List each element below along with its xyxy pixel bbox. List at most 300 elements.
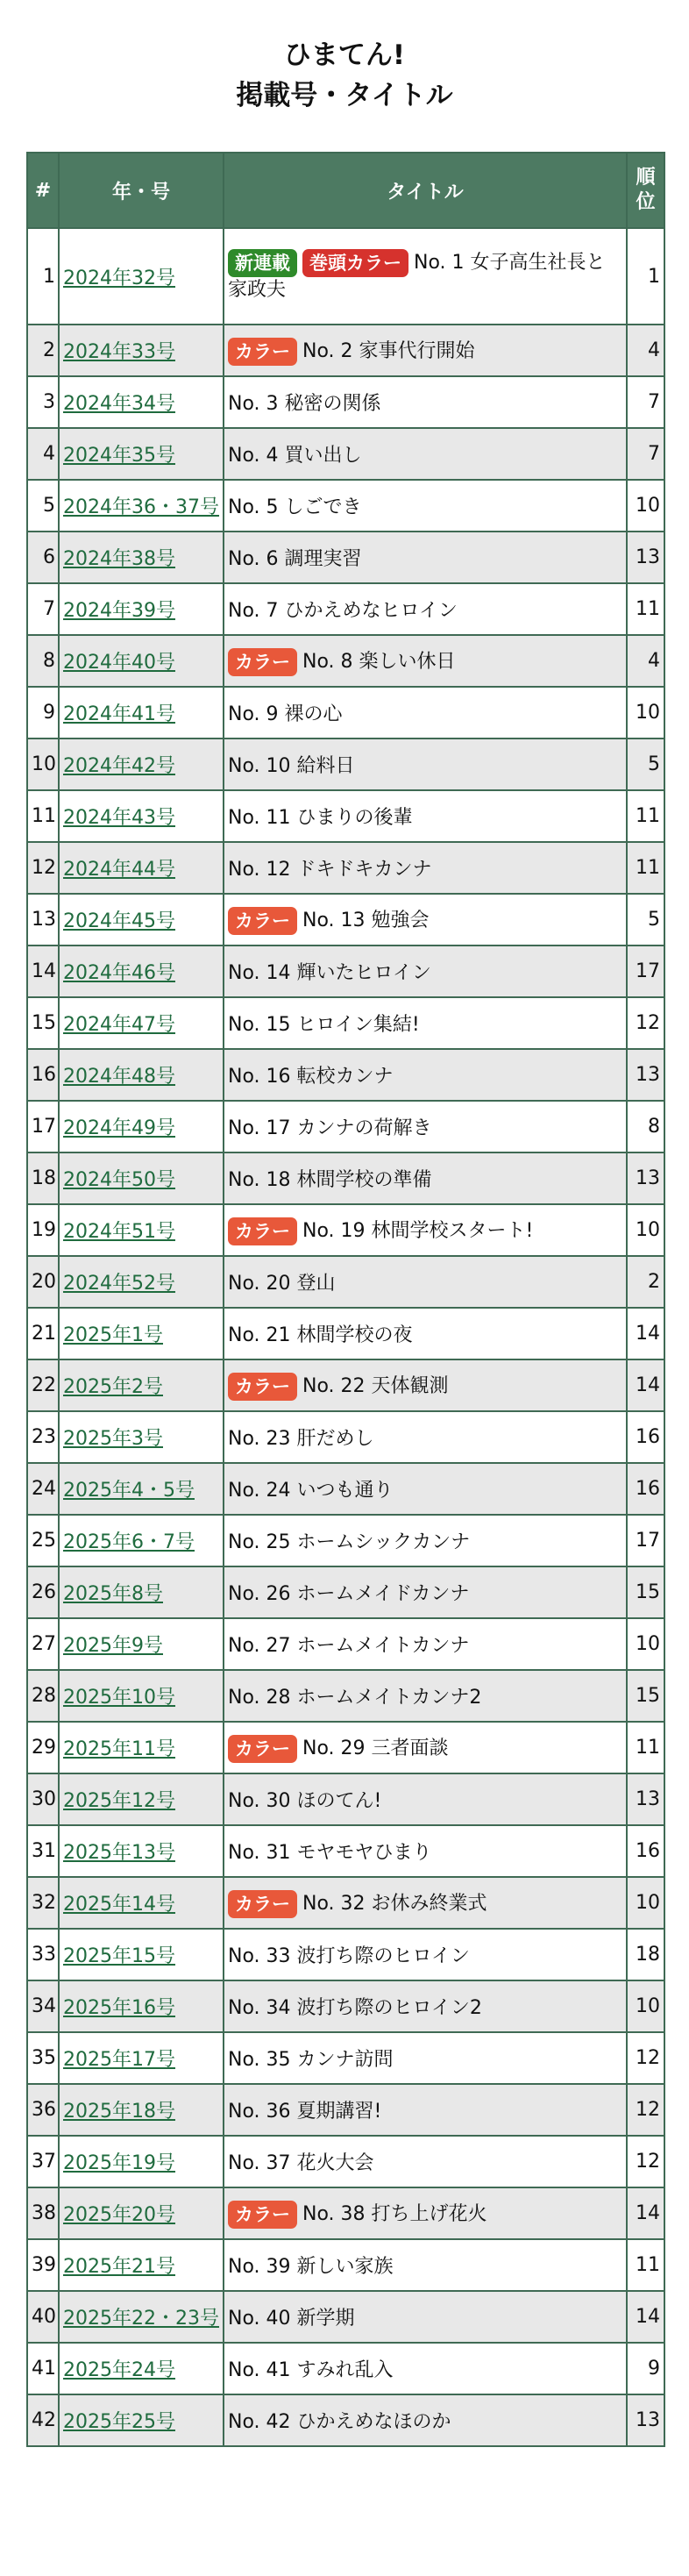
row-number: 10 <box>27 739 59 790</box>
table-row <box>27 2032 664 2084</box>
chapter-title: No. 2 家事代行開始 <box>302 339 475 362</box>
chapter-title: No. 1 女子高生社長と家政夫 <box>228 252 606 301</box>
chapter-title: No. 41 すみれ乱入 <box>228 2359 394 2381</box>
issue-cell <box>59 1049 224 1101</box>
rank-cell: 15 <box>627 1566 664 1618</box>
title-cell <box>224 1101 627 1152</box>
table-row <box>27 2343 664 2394</box>
title-cell <box>224 325 627 376</box>
table-row <box>27 1411 664 1463</box>
issue-link[interactable]: 2025年1号 <box>63 1324 163 1346</box>
rank-cell: 10 <box>627 1204 664 1256</box>
chapter-title: No. 10 給料日 <box>228 755 355 777</box>
color-badge: カラー <box>228 907 297 935</box>
row-number: 28 <box>27 1670 59 1722</box>
title-cell <box>224 1049 627 1101</box>
color-badge: カラー <box>228 338 297 366</box>
chapter-title: No. 29 三者面談 <box>302 1737 449 1759</box>
issue-cell <box>59 2394 224 2446</box>
title-cell <box>224 1929 627 1980</box>
rank-cell: 2 <box>627 1256 664 1308</box>
issue-link[interactable]: 2025年15号 <box>63 1945 175 1967</box>
top-color-badge: 巻頭カラー <box>302 249 408 277</box>
issue-link[interactable]: 2024年43号 <box>63 807 175 829</box>
issue-cell <box>59 583 224 635</box>
issue-cell <box>59 1980 224 2032</box>
issue-link[interactable]: 2024年50号 <box>63 1169 175 1191</box>
title-cell <box>224 842 627 894</box>
issue-link[interactable]: 2025年3号 <box>63 1428 163 1450</box>
chapter-title: No. 20 登山 <box>228 1273 336 1295</box>
title-cell <box>224 1670 627 1722</box>
title-cell <box>224 2084 627 2136</box>
table-row <box>27 228 664 325</box>
rank-cell: 4 <box>627 635 664 687</box>
issue-link[interactable]: 2024年49号 <box>63 1117 175 1139</box>
title-cell <box>224 228 627 325</box>
table-row <box>27 1463 664 1515</box>
chapter-title: No. 3 秘密の関係 <box>228 393 381 415</box>
issue-cell <box>59 790 224 842</box>
rank-cell: 11 <box>627 2239 664 2291</box>
issue-cell <box>59 1929 224 1980</box>
rank-cell: 16 <box>627 1825 664 1877</box>
rank-cell: 9 <box>627 2343 664 2394</box>
issue-link[interactable]: 2024年42号 <box>63 755 175 777</box>
issue-link[interactable]: 2024年52号 <box>63 1273 175 1295</box>
chapter-title: No. 4 買い出し <box>228 445 362 467</box>
page-title-line1: ひまてん! <box>283 39 406 71</box>
issue-link[interactable]: 2025年12号 <box>63 1790 175 1812</box>
chapter-title: No. 33 波打ち際のヒロイン <box>228 1945 470 1967</box>
row-number: 9 <box>27 687 59 739</box>
issue-link[interactable]: 2025年13号 <box>63 1842 175 1864</box>
issue-cell <box>59 945 224 997</box>
chapter-title: No. 17 カンナの荷解き <box>228 1117 432 1139</box>
rank-cell: 7 <box>627 428 664 480</box>
table-row <box>27 1152 664 1204</box>
title-cell <box>224 1980 627 2032</box>
row-number: 33 <box>27 1929 59 1980</box>
chapter-title: No. 25 ホームシックカンナ <box>228 1531 471 1553</box>
rank-cell: 16 <box>627 1463 664 1515</box>
title-cell <box>224 739 627 790</box>
issue-cell <box>59 1204 224 1256</box>
chapter-table <box>26 152 665 2447</box>
title-cell <box>224 1359 627 1411</box>
table-row <box>27 2239 664 2291</box>
row-number: 31 <box>27 1825 59 1877</box>
table-row <box>27 739 664 790</box>
table-row <box>27 1618 664 1670</box>
rank-cell: 11 <box>627 583 664 635</box>
issue-link[interactable]: 2025年21号 <box>63 2256 175 2278</box>
rank-cell: 8 <box>627 1101 664 1152</box>
title-cell <box>224 1515 627 1566</box>
rank-cell: 10 <box>627 1618 664 1670</box>
title-cell <box>224 1152 627 1204</box>
issue-link[interactable]: 2024年44号 <box>63 859 175 881</box>
issue-link[interactable]: 2024年40号 <box>63 652 175 674</box>
issue-cell <box>59 739 224 790</box>
row-number: 37 <box>27 2136 59 2187</box>
chapter-title: No. 24 いつも通り <box>228 1480 394 1502</box>
issue-cell <box>59 1463 224 1515</box>
table-row <box>27 842 664 894</box>
title-cell <box>224 997 627 1049</box>
rank-cell: 10 <box>627 480 664 532</box>
issue-link[interactable]: 2025年9号 <box>63 1635 163 1657</box>
title-cell <box>224 1618 627 1670</box>
header-rank-label: 順位 <box>636 167 656 213</box>
issue-cell <box>59 2032 224 2084</box>
issue-link[interactable]: 2025年16号 <box>63 1997 175 2019</box>
issue-cell <box>59 1618 224 1670</box>
title-cell <box>224 1825 627 1877</box>
issue-cell <box>59 1566 224 1618</box>
rank-cell: 13 <box>627 1152 664 1204</box>
rank-cell: 13 <box>627 1773 664 1825</box>
row-number: 39 <box>27 2239 59 2291</box>
table-row <box>27 532 664 583</box>
table-row <box>27 1722 664 1773</box>
title-cell <box>224 1411 627 1463</box>
issue-link[interactable]: 2025年2号 <box>63 1376 163 1398</box>
row-number: 17 <box>27 1101 59 1152</box>
issue-link[interactable]: 2024年34号 <box>63 393 175 415</box>
header-rank <box>627 153 664 228</box>
chapter-title: No. 34 波打ち際のヒロイン2 <box>228 1997 482 2019</box>
chapter-title: No. 21 林間学校の夜 <box>228 1324 413 1346</box>
issue-cell <box>59 325 224 376</box>
row-number: 3 <box>27 376 59 428</box>
chapter-title: No. 8 楽しい休日 <box>302 650 456 673</box>
issue-cell <box>59 1722 224 1773</box>
header-num: # <box>27 153 59 228</box>
issue-cell <box>59 2187 224 2239</box>
table-row <box>27 2084 664 2136</box>
rank-cell: 14 <box>627 1308 664 1359</box>
issue-link[interactable]: 2025年25号 <box>63 2411 175 2433</box>
issue-cell <box>59 1877 224 1929</box>
row-number: 22 <box>27 1359 59 1411</box>
color-badge: カラー <box>228 1373 297 1401</box>
title-cell <box>224 2032 627 2084</box>
rank-cell: 12 <box>627 2032 664 2084</box>
row-number: 30 <box>27 1773 59 1825</box>
chapter-title: No. 11 ひまりの後輩 <box>228 807 413 829</box>
color-badge: カラー <box>228 1735 297 1763</box>
title-cell <box>224 894 627 945</box>
page-title <box>0 0 689 119</box>
table-row <box>27 997 664 1049</box>
issue-cell <box>59 1515 224 1566</box>
rank-cell: 11 <box>627 790 664 842</box>
chapter-title: No. 16 転校カンナ <box>228 1066 394 1088</box>
issue-link[interactable]: 2025年4・5号 <box>63 1480 195 1502</box>
rank-cell: 14 <box>627 2187 664 2239</box>
row-number: 20 <box>27 1256 59 1308</box>
issue-link[interactable]: 2024年45号 <box>63 910 175 932</box>
issue-link[interactable]: 2025年18号 <box>63 2101 175 2123</box>
issue-link[interactable]: 2025年17号 <box>63 2049 175 2071</box>
chapter-title: No. 19 林間学校スタート! <box>302 1219 534 1242</box>
issue-cell <box>59 1359 224 1411</box>
issue-link[interactable]: 2025年14号 <box>63 1894 175 1916</box>
row-number: 5 <box>27 480 59 532</box>
issue-link[interactable]: 2024年35号 <box>63 445 175 467</box>
title-cell <box>224 2394 627 2446</box>
issue-cell <box>59 228 224 325</box>
issue-link[interactable]: 2025年19号 <box>63 2152 175 2174</box>
chapter-title: No. 30 ほのてん! <box>228 1790 382 1812</box>
color-badge: カラー <box>228 1890 297 1918</box>
table-row <box>27 1359 664 1411</box>
chapter-title: No. 35 カンナ訪問 <box>228 2049 394 2071</box>
title-cell <box>224 2291 627 2343</box>
title-cell <box>224 2239 627 2291</box>
table-row <box>27 1929 664 1980</box>
issue-cell <box>59 1101 224 1152</box>
issue-cell <box>59 2136 224 2187</box>
header-issue: 年・号 <box>59 153 224 228</box>
rank-cell: 13 <box>627 532 664 583</box>
row-number: 38 <box>27 2187 59 2239</box>
issue-link[interactable]: 2024年51号 <box>63 1221 175 1243</box>
table-row <box>27 635 664 687</box>
title-cell <box>224 790 627 842</box>
title-cell <box>224 2187 627 2239</box>
row-number: 4 <box>27 428 59 480</box>
chapter-title: No. 39 新しい家族 <box>228 2256 394 2278</box>
rank-cell: 10 <box>627 1980 664 2032</box>
issue-cell <box>59 1308 224 1359</box>
chapter-title: No. 26 ホームメイドカンナ <box>228 1583 470 1605</box>
rank-cell: 5 <box>627 739 664 790</box>
table-row <box>27 1515 664 1566</box>
table-row <box>27 1049 664 1101</box>
table-row <box>27 325 664 376</box>
issue-cell <box>59 1411 224 1463</box>
issue-link[interactable]: 2024年48号 <box>63 1066 175 1088</box>
rank-cell: 14 <box>627 2291 664 2343</box>
row-number: 35 <box>27 2032 59 2084</box>
row-number: 25 <box>27 1515 59 1566</box>
chapter-title: No. 12 ドキドキカンナ <box>228 859 432 881</box>
title-cell <box>224 1308 627 1359</box>
rank-cell: 12 <box>627 997 664 1049</box>
chapter-title: No. 9 裸の心 <box>228 703 343 725</box>
row-number: 19 <box>27 1204 59 1256</box>
row-number: 12 <box>27 842 59 894</box>
issue-link[interactable]: 2024年47号 <box>63 1014 175 1036</box>
table-row <box>27 583 664 635</box>
issue-cell <box>59 687 224 739</box>
issue-link[interactable]: 2024年38号 <box>63 548 175 570</box>
chapter-title: No. 6 調理実習 <box>228 548 362 570</box>
page-title-line2: 掲載号・タイトル <box>236 80 453 111</box>
issue-link[interactable]: 2025年11号 <box>63 1738 175 1760</box>
issue-link[interactable]: 2025年20号 <box>63 2204 175 2226</box>
rank-cell: 18 <box>627 1929 664 1980</box>
row-number: 21 <box>27 1308 59 1359</box>
table-body <box>27 228 664 2446</box>
issue-cell <box>59 376 224 428</box>
row-number: 11 <box>27 790 59 842</box>
table-row <box>27 894 664 945</box>
issue-link[interactable]: 2025年22・23号 <box>63 2308 219 2330</box>
issue-link[interactable]: 2025年6・7号 <box>63 1531 195 1553</box>
title-cell <box>224 1204 627 1256</box>
rank-cell: 13 <box>627 1049 664 1101</box>
issue-cell <box>59 2084 224 2136</box>
row-number: 27 <box>27 1618 59 1670</box>
row-number: 18 <box>27 1152 59 1204</box>
issue-cell <box>59 997 224 1049</box>
issue-link[interactable]: 2024年39号 <box>63 600 175 622</box>
chapter-title: No. 7 ひかえめなヒロイン <box>228 600 458 622</box>
title-cell <box>224 635 627 687</box>
chapter-title: No. 18 林間学校の準備 <box>228 1169 432 1191</box>
issue-link[interactable]: 2024年32号 <box>63 267 175 289</box>
table-header-row <box>27 153 664 228</box>
issue-link[interactable]: 2024年46号 <box>63 962 175 984</box>
title-cell <box>224 1463 627 1515</box>
table-row <box>27 376 664 428</box>
color-badge: カラー <box>228 1217 297 1245</box>
title-cell <box>224 583 627 635</box>
issue-cell <box>59 2343 224 2394</box>
row-number: 29 <box>27 1722 59 1773</box>
color-badge: カラー <box>228 2201 297 2229</box>
table-row <box>27 1204 664 1256</box>
row-number: 36 <box>27 2084 59 2136</box>
header-title: タイトル <box>224 153 627 228</box>
table-row <box>27 2291 664 2343</box>
issue-cell <box>59 428 224 480</box>
table-row <box>27 1825 664 1877</box>
chapter-title: No. 40 新学期 <box>228 2308 355 2330</box>
rank-cell: 5 <box>627 894 664 945</box>
row-number: 23 <box>27 1411 59 1463</box>
rank-cell: 16 <box>627 1411 664 1463</box>
row-number: 13 <box>27 894 59 945</box>
chapter-title: No. 36 夏期講習! <box>228 2101 382 2123</box>
color-badge: カラー <box>228 648 297 676</box>
table-row <box>27 1256 664 1308</box>
rank-cell: 7 <box>627 376 664 428</box>
table-row <box>27 687 664 739</box>
title-cell <box>224 480 627 532</box>
row-number: 34 <box>27 1980 59 2032</box>
table-row <box>27 1877 664 1929</box>
issue-cell <box>59 532 224 583</box>
rank-cell: 17 <box>627 1515 664 1566</box>
issue-link[interactable]: 2025年8号 <box>63 1583 163 1605</box>
title-cell <box>224 1877 627 1929</box>
title-cell <box>224 2136 627 2187</box>
table-row <box>27 428 664 480</box>
chapter-title: No. 15 ヒロイン集結! <box>228 1014 420 1036</box>
issue-cell <box>59 2239 224 2291</box>
table-row <box>27 2187 664 2239</box>
chapter-title: No. 31 モヤモヤひまり <box>228 1842 432 1864</box>
table-row <box>27 2394 664 2446</box>
title-cell <box>224 1773 627 1825</box>
row-number: 26 <box>27 1566 59 1618</box>
new-serial-badge: 新連載 <box>228 249 297 277</box>
issue-link[interactable]: 2024年41号 <box>63 703 175 725</box>
rank-cell: 13 <box>627 2394 664 2446</box>
chapter-title: No. 32 お休み終業式 <box>302 1892 487 1915</box>
issue-cell <box>59 1256 224 1308</box>
issue-link[interactable]: 2024年36・37号 <box>63 496 219 518</box>
chapter-title: No. 14 輝いたヒロイン <box>228 962 431 984</box>
issue-cell <box>59 1825 224 1877</box>
table-row <box>27 1566 664 1618</box>
chapter-title: No. 38 打ち上げ花火 <box>302 2202 487 2225</box>
title-cell <box>224 1722 627 1773</box>
rank-cell: 12 <box>627 2136 664 2187</box>
table-row <box>27 1101 664 1152</box>
row-number: 42 <box>27 2394 59 2446</box>
table-row <box>27 1670 664 1722</box>
issue-cell <box>59 894 224 945</box>
issue-cell <box>59 842 224 894</box>
table-row <box>27 2136 664 2187</box>
row-number: 14 <box>27 945 59 997</box>
rank-cell: 1 <box>627 228 664 325</box>
issue-cell <box>59 2291 224 2343</box>
chapter-title: No. 13 勉強会 <box>302 909 430 931</box>
row-number: 16 <box>27 1049 59 1101</box>
chapter-title: No. 22 天体観測 <box>302 1374 449 1397</box>
title-cell <box>224 428 627 480</box>
issue-link[interactable]: 2024年33号 <box>63 341 175 363</box>
row-number: 6 <box>27 532 59 583</box>
row-number: 8 <box>27 635 59 687</box>
table-row <box>27 945 664 997</box>
row-number: 15 <box>27 997 59 1049</box>
row-number: 40 <box>27 2291 59 2343</box>
title-cell <box>224 532 627 583</box>
table-row <box>27 790 664 842</box>
chapter-title: No. 23 肝だめし <box>228 1428 374 1450</box>
rank-cell: 4 <box>627 325 664 376</box>
rank-cell: 14 <box>627 1359 664 1411</box>
issue-link[interactable]: 2025年10号 <box>63 1687 175 1709</box>
title-cell <box>224 1566 627 1618</box>
rank-cell: 17 <box>627 945 664 997</box>
row-number: 2 <box>27 325 59 376</box>
issue-cell <box>59 635 224 687</box>
issue-link[interactable]: 2025年24号 <box>63 2359 175 2381</box>
issue-cell <box>59 1670 224 1722</box>
chapter-title: No. 5 しごでき <box>228 496 362 518</box>
issue-cell <box>59 1773 224 1825</box>
row-number: 24 <box>27 1463 59 1515</box>
row-number: 1 <box>27 228 59 325</box>
table-row <box>27 480 664 532</box>
title-cell <box>224 687 627 739</box>
chapter-title: No. 28 ホームメイトカンナ2 <box>228 1687 482 1709</box>
issue-cell <box>59 480 224 532</box>
row-number: 7 <box>27 583 59 635</box>
rank-cell: 12 <box>627 2084 664 2136</box>
table-row <box>27 1980 664 2032</box>
title-cell <box>224 945 627 997</box>
chapter-title: No. 42 ひかえめなほのか <box>228 2411 451 2433</box>
